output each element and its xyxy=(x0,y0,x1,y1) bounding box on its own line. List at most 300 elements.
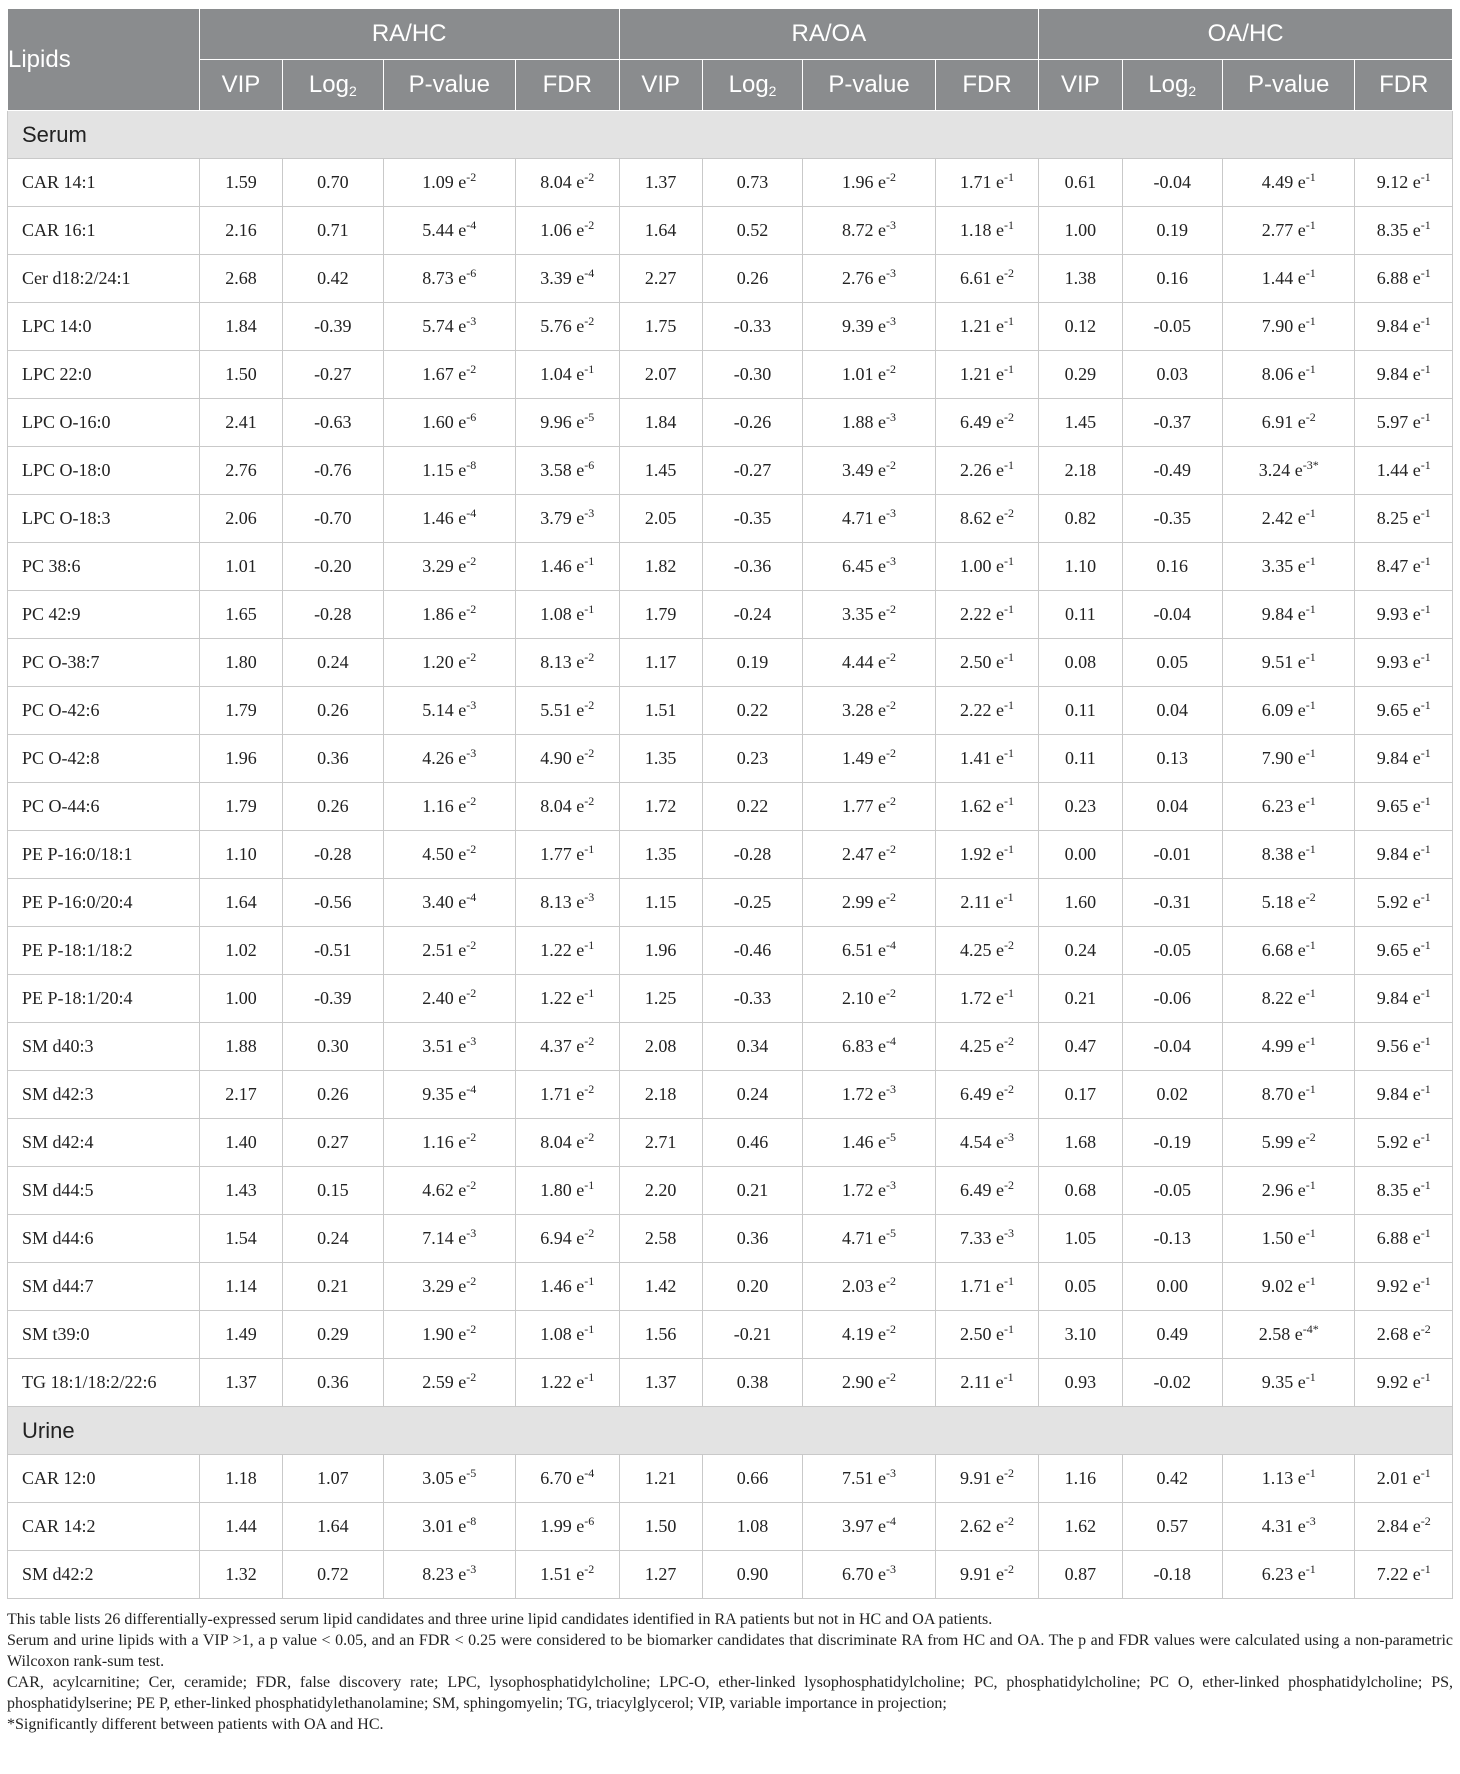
fdr-cell-oa-hc xyxy=(1355,591,1453,639)
fdr-cell-ra-oa xyxy=(935,495,1038,543)
table-body xyxy=(8,111,1453,1599)
vip-cell-oa-hc: 0.21 xyxy=(1039,975,1122,1023)
log2-cell-oa-hc: -0.49 xyxy=(1122,447,1222,495)
value-mantissa: 9.12 e xyxy=(1376,172,1421,192)
value-exponent: -1 xyxy=(1305,1466,1316,1480)
pvalue-cell-ra-oa xyxy=(803,1215,936,1263)
value-mantissa: 9.91 e xyxy=(959,1468,1004,1488)
value-exponent: -1 xyxy=(1420,1466,1431,1480)
pvalue-cell-ra-hc xyxy=(383,399,516,447)
value-mantissa: 4.37 e xyxy=(540,1036,585,1056)
value-exponent: -3 xyxy=(886,1178,897,1192)
log2-cell-oa-hc: -0.05 xyxy=(1122,927,1222,975)
value-exponent: -2 xyxy=(466,602,477,616)
lipid-name-cell: CAR 16:1 xyxy=(8,207,200,255)
log2-cell-ra-hc: 0.36 xyxy=(283,1359,383,1407)
value-exponent: -2 xyxy=(466,650,477,664)
footnote-criteria: Serum and urine lipids with a VIP >1, a p value < 0.05, and an FDR < 0.25 were considered to be biomarker candidates that discriminate RA from HC and OA. The p and FDR values were calculated using a non-parametric Wilcoxon rank-sum test. xyxy=(7,1632,1453,1670)
value-mantissa: 6.68 e xyxy=(1261,940,1306,960)
fdr-cell-oa-hc xyxy=(1355,735,1453,783)
table-row xyxy=(8,879,1453,927)
fdr-cell-ra-oa xyxy=(935,639,1038,687)
log2-cell-oa-hc: 0.16 xyxy=(1122,543,1222,591)
vip-cell-ra-oa: 2.07 xyxy=(619,351,702,399)
value-mantissa: 9.35 e xyxy=(422,1084,467,1104)
fdr-cell-oa-hc xyxy=(1355,351,1453,399)
value-exponent: -1 xyxy=(1003,650,1014,664)
pvalue-cell-ra-oa xyxy=(803,207,936,255)
value-exponent: -2 xyxy=(886,842,897,856)
lipid-table xyxy=(7,8,1453,1599)
value-mantissa: 9.56 e xyxy=(1376,1036,1421,1056)
value-mantissa: 8.72 e xyxy=(842,220,887,240)
pvalue-cell-oa-hc xyxy=(1222,1551,1355,1599)
value-mantissa: 7.22 e xyxy=(1376,1564,1421,1584)
vip-cell-ra-hc: 1.00 xyxy=(199,975,282,1023)
vip-cell-ra-hc: 1.96 xyxy=(199,735,282,783)
value-exponent: -1 xyxy=(584,842,595,856)
value-exponent: -2 xyxy=(1003,1082,1014,1096)
pvalue-cell-ra-hc xyxy=(383,495,516,543)
value-mantissa: 8.47 e xyxy=(1376,556,1421,576)
value-exponent: -4 xyxy=(466,218,477,232)
vip-cell-oa-hc: 1.10 xyxy=(1039,543,1122,591)
log-label: Log xyxy=(308,71,349,98)
fdr-cell-ra-hc xyxy=(516,495,619,543)
value-exponent: -1 xyxy=(1003,746,1014,760)
table-row xyxy=(8,207,1453,255)
pvalue-cell-ra-hc xyxy=(383,159,516,207)
vip-cell-ra-oa: 1.42 xyxy=(619,1263,702,1311)
vip-cell-oa-hc: 0.11 xyxy=(1039,591,1122,639)
value-exponent: -1 xyxy=(584,602,595,616)
pvalue-cell-ra-hc xyxy=(383,1359,516,1407)
lipid-name-cell: PE P-16:0/20:4 xyxy=(8,879,200,927)
vip-cell-ra-hc: 1.79 xyxy=(199,687,282,735)
value-exponent: -1 xyxy=(1420,314,1431,328)
table-row xyxy=(8,783,1453,831)
value-mantissa: 1.49 e xyxy=(842,748,887,768)
table-row xyxy=(8,1023,1453,1071)
pvalue-cell-ra-hc xyxy=(383,1071,516,1119)
log2-cell-ra-oa: 0.24 xyxy=(702,1071,802,1119)
value-exponent: -3 xyxy=(886,266,897,280)
log2-cell-ra-oa: 0.20 xyxy=(702,1263,802,1311)
vip-cell-ra-hc: 2.76 xyxy=(199,447,282,495)
value-mantissa: 1.71 e xyxy=(959,172,1004,192)
log2-cell-ra-hc: 0.26 xyxy=(283,687,383,735)
lipid-name-cell: TG 18:1/18:2/22:6 xyxy=(8,1359,200,1407)
log2-cell-ra-oa: 0.22 xyxy=(702,783,802,831)
pvalue-cell-oa-hc xyxy=(1222,1455,1355,1503)
pvalue-cell-ra-oa xyxy=(803,159,936,207)
vip-cell-ra-hc: 2.06 xyxy=(199,495,282,543)
value-exponent: -2 xyxy=(1003,506,1014,520)
log2-cell-ra-hc: 0.30 xyxy=(283,1023,383,1071)
value-mantissa: 9.96 e xyxy=(540,412,585,432)
value-mantissa: 2.03 e xyxy=(842,1276,887,1296)
vip-cell-oa-hc: 0.00 xyxy=(1039,831,1122,879)
subheader-vip-ra-oa: VIP xyxy=(619,60,702,111)
fdr-cell-oa-hc xyxy=(1355,255,1453,303)
value-mantissa: 5.92 e xyxy=(1376,1132,1421,1152)
value-exponent: -1 xyxy=(1420,218,1431,232)
pvalue-cell-ra-oa xyxy=(803,975,936,1023)
value-mantissa: 2.77 e xyxy=(1261,220,1306,240)
pvalue-cell-oa-hc xyxy=(1222,831,1355,879)
fdr-cell-oa-hc xyxy=(1355,1551,1453,1599)
fdr-cell-ra-oa xyxy=(935,831,1038,879)
value-exponent: -1 xyxy=(1305,1082,1316,1096)
vip-cell-ra-hc: 1.54 xyxy=(199,1215,282,1263)
value-exponent: -2 xyxy=(466,170,477,184)
value-mantissa: 6.51 e xyxy=(842,940,887,960)
vip-cell-ra-hc: 2.17 xyxy=(199,1071,282,1119)
vip-cell-oa-hc: 0.12 xyxy=(1039,303,1122,351)
vip-cell-ra-hc: 2.41 xyxy=(199,399,282,447)
table-row xyxy=(8,1503,1453,1551)
pvalue-cell-ra-hc xyxy=(383,303,516,351)
value-mantissa: 4.25 e xyxy=(959,940,1004,960)
value-exponent: -2 xyxy=(886,890,897,904)
value-exponent: -1 xyxy=(584,362,595,376)
fdr-cell-ra-oa xyxy=(935,399,1038,447)
pvalue-cell-ra-oa xyxy=(803,255,936,303)
value-exponent: -1 xyxy=(1305,938,1316,952)
log2-cell-ra-oa: -0.36 xyxy=(702,543,802,591)
pvalue-cell-ra-oa xyxy=(803,495,936,543)
log2-cell-ra-oa: -0.33 xyxy=(702,975,802,1023)
value-mantissa: 5.92 e xyxy=(1376,892,1421,912)
fdr-cell-ra-hc xyxy=(516,351,619,399)
value-mantissa: 3.24 e xyxy=(1258,460,1303,480)
log2-cell-oa-hc: -0.01 xyxy=(1122,831,1222,879)
lipid-name-cell: PC O-44:6 xyxy=(8,783,200,831)
pvalue-cell-ra-oa xyxy=(803,1503,936,1551)
value-mantissa: 1.20 e xyxy=(422,652,467,672)
value-mantissa: 2.47 e xyxy=(842,844,887,864)
subheader-pvalue-ra-oa: P-value xyxy=(803,60,936,111)
value-mantissa: 1.09 e xyxy=(422,172,467,192)
log2-cell-oa-hc: 0.04 xyxy=(1122,783,1222,831)
log2-cell-ra-hc: 0.36 xyxy=(283,735,383,783)
table-row xyxy=(8,831,1453,879)
value-exponent: -1 xyxy=(1003,890,1014,904)
value-mantissa: 9.92 e xyxy=(1376,1276,1421,1296)
fdr-cell-oa-hc xyxy=(1355,1455,1453,1503)
value-exponent: -3 xyxy=(584,506,595,520)
lipid-name-cell: PC O-42:6 xyxy=(8,687,200,735)
log2-cell-oa-hc: -0.06 xyxy=(1122,975,1222,1023)
value-exponent: -1 xyxy=(1003,458,1014,472)
fdr-cell-ra-hc xyxy=(516,1359,619,1407)
vip-cell-ra-oa: 2.18 xyxy=(619,1071,702,1119)
vip-cell-ra-oa: 1.75 xyxy=(619,303,702,351)
subheader-log2-ra-oa xyxy=(702,60,802,111)
value-mantissa: 2.22 e xyxy=(959,700,1004,720)
fdr-cell-ra-hc xyxy=(516,1455,619,1503)
value-exponent: -2 xyxy=(1003,1178,1014,1192)
log2-cell-oa-hc: 0.00 xyxy=(1122,1263,1222,1311)
vip-cell-oa-hc: 0.93 xyxy=(1039,1359,1122,1407)
vip-cell-oa-hc: 1.60 xyxy=(1039,879,1122,927)
table-row xyxy=(8,975,1453,1023)
log2-cell-ra-hc: 0.71 xyxy=(283,207,383,255)
log2-cell-ra-hc: -0.51 xyxy=(283,927,383,975)
value-mantissa: 3.35 e xyxy=(842,604,887,624)
value-exponent: -1 xyxy=(1420,458,1431,472)
vip-cell-ra-hc: 1.32 xyxy=(199,1551,282,1599)
value-exponent: -1 xyxy=(1305,602,1316,616)
pvalue-cell-ra-hc xyxy=(383,1503,516,1551)
vip-cell-ra-hc: 1.49 xyxy=(199,1311,282,1359)
subheader-vip-oa-hc: VIP xyxy=(1039,60,1122,111)
value-exponent: -2 xyxy=(466,1322,477,1336)
value-mantissa: 5.76 e xyxy=(540,316,585,336)
value-mantissa: 3.79 e xyxy=(540,508,585,528)
vip-cell-ra-oa: 1.84 xyxy=(619,399,702,447)
value-exponent: -2 xyxy=(886,746,897,760)
value-mantissa: 5.18 e xyxy=(1261,892,1306,912)
fdr-cell-oa-hc xyxy=(1355,1503,1453,1551)
log2-cell-oa-hc: 0.19 xyxy=(1122,207,1222,255)
lipid-name-cell: SM d44:6 xyxy=(8,1215,200,1263)
value-exponent: -1 xyxy=(584,938,595,952)
value-exponent: -1 xyxy=(584,554,595,568)
value-mantissa: 4.71 e xyxy=(842,508,887,528)
value-exponent: -1 xyxy=(1420,650,1431,664)
fdr-cell-ra-oa xyxy=(935,447,1038,495)
value-exponent: -1 xyxy=(1003,314,1014,328)
value-mantissa: 9.91 e xyxy=(959,1564,1004,1584)
value-exponent: -2 xyxy=(584,218,595,232)
value-exponent: -1 xyxy=(1003,794,1014,808)
pvalue-cell-ra-oa xyxy=(803,1263,936,1311)
value-exponent: -8 xyxy=(466,1514,477,1528)
value-exponent: -1 xyxy=(1305,1274,1316,1288)
pvalue-cell-ra-hc xyxy=(383,927,516,975)
fdr-cell-ra-hc xyxy=(516,1023,619,1071)
log2-cell-ra-oa: 0.23 xyxy=(702,735,802,783)
log2-cell-ra-oa: 0.19 xyxy=(702,639,802,687)
value-mantissa: 1.88 e xyxy=(842,412,887,432)
lipid-name-cell: PE P-18:1/18:2 xyxy=(8,927,200,975)
value-mantissa: 8.38 e xyxy=(1261,844,1306,864)
pvalue-cell-ra-hc xyxy=(383,1455,516,1503)
pvalue-cell-ra-hc xyxy=(383,831,516,879)
value-exponent: -2 xyxy=(466,842,477,856)
value-mantissa: 1.08 e xyxy=(540,1324,585,1344)
lipid-name-cell: LPC O-18:3 xyxy=(8,495,200,543)
value-exponent: -1 xyxy=(1420,362,1431,376)
vip-cell-ra-hc: 1.37 xyxy=(199,1359,282,1407)
pvalue-cell-ra-hc xyxy=(383,735,516,783)
fdr-cell-oa-hc xyxy=(1355,831,1453,879)
pvalue-cell-oa-hc xyxy=(1222,159,1355,207)
pvalue-cell-oa-hc xyxy=(1222,255,1355,303)
value-exponent: -1 xyxy=(584,1322,595,1336)
value-mantissa: 2.50 e xyxy=(959,652,1004,672)
value-mantissa: 9.84 e xyxy=(1376,988,1421,1008)
fdr-cell-ra-hc xyxy=(516,783,619,831)
table-row xyxy=(8,1551,1453,1599)
fdr-cell-ra-oa xyxy=(935,255,1038,303)
value-exponent: -1 xyxy=(584,1274,595,1288)
value-mantissa: 1.46 e xyxy=(540,556,585,576)
fdr-cell-ra-hc xyxy=(516,1071,619,1119)
value-exponent: -1 xyxy=(1420,1130,1431,1144)
value-mantissa: 7.90 e xyxy=(1261,748,1306,768)
value-exponent: -2 xyxy=(1003,1466,1014,1480)
pvalue-cell-oa-hc xyxy=(1222,1119,1355,1167)
value-mantissa: 2.99 e xyxy=(842,892,887,912)
log2-cell-ra-oa: -0.30 xyxy=(702,351,802,399)
log2-cell-ra-hc: 0.70 xyxy=(283,159,383,207)
vip-cell-ra-hc: 1.18 xyxy=(199,1455,282,1503)
pvalue-cell-oa-hc xyxy=(1222,1503,1355,1551)
value-exponent: -1 xyxy=(1305,986,1316,1000)
value-exponent: -2 xyxy=(466,986,477,1000)
log2-cell-ra-oa: -0.28 xyxy=(702,831,802,879)
vip-cell-ra-oa: 2.58 xyxy=(619,1215,702,1263)
fdr-cell-ra-hc xyxy=(516,543,619,591)
value-exponent: -1 xyxy=(1003,218,1014,232)
pvalue-cell-ra-hc xyxy=(383,591,516,639)
lipid-name-cell: SM d42:2 xyxy=(8,1551,200,1599)
fdr-cell-ra-oa xyxy=(935,303,1038,351)
value-exponent: -3 xyxy=(886,1082,897,1096)
fdr-cell-ra-hc xyxy=(516,735,619,783)
value-mantissa: 1.13 e xyxy=(1261,1468,1306,1488)
log2-cell-ra-oa: 0.73 xyxy=(702,159,802,207)
log2-cell-oa-hc: 0.02 xyxy=(1122,1071,1222,1119)
log2-cell-ra-hc: -0.28 xyxy=(283,591,383,639)
value-mantissa: 1.77 e xyxy=(540,844,585,864)
pvalue-cell-oa-hc xyxy=(1222,447,1355,495)
value-exponent: -2 xyxy=(466,362,477,376)
value-exponent: -2 xyxy=(584,698,595,712)
log-base: 2 xyxy=(768,83,777,99)
vip-cell-ra-oa: 1.51 xyxy=(619,687,702,735)
value-mantissa: 3.29 e xyxy=(422,556,467,576)
log2-cell-ra-hc: 0.24 xyxy=(283,639,383,687)
value-exponent: -2 xyxy=(1420,1322,1431,1336)
value-exponent: -1 xyxy=(1420,938,1431,952)
value-exponent: -2 xyxy=(886,698,897,712)
value-mantissa: 6.88 e xyxy=(1376,268,1421,288)
vip-cell-ra-hc: 1.59 xyxy=(199,159,282,207)
fdr-cell-ra-oa xyxy=(935,1263,1038,1311)
pvalue-cell-ra-oa xyxy=(803,687,936,735)
log2-cell-ra-oa: 1.08 xyxy=(702,1503,802,1551)
subheader-pvalue-oa-hc: P-value xyxy=(1222,60,1355,111)
value-mantissa: 2.11 e xyxy=(960,1372,1004,1392)
vip-cell-oa-hc: 0.82 xyxy=(1039,495,1122,543)
pvalue-cell-ra-oa xyxy=(803,1551,936,1599)
value-exponent: -4 xyxy=(886,938,897,952)
log2-cell-ra-oa: -0.33 xyxy=(702,303,802,351)
vip-cell-ra-hc: 1.88 xyxy=(199,1023,282,1071)
vip-cell-ra-hc: 1.10 xyxy=(199,831,282,879)
table-row xyxy=(8,1359,1453,1407)
value-exponent: -2 xyxy=(1003,410,1014,424)
vip-cell-ra-oa: 1.96 xyxy=(619,927,702,975)
value-mantissa: 8.22 e xyxy=(1261,988,1306,1008)
pvalue-cell-ra-hc xyxy=(383,639,516,687)
pvalue-cell-oa-hc xyxy=(1222,543,1355,591)
lipid-name-cell: LPC O-18:0 xyxy=(8,447,200,495)
value-mantissa: 6.91 e xyxy=(1261,412,1306,432)
lipid-name-cell: CAR 14:2 xyxy=(8,1503,200,1551)
value-mantissa: 9.65 e xyxy=(1376,940,1421,960)
vip-cell-oa-hc: 0.68 xyxy=(1039,1167,1122,1215)
fdr-cell-oa-hc xyxy=(1355,687,1453,735)
value-exponent: -1 xyxy=(1003,170,1014,184)
footnote-significance: *Significantly different between patients with OA and HC. xyxy=(7,1716,384,1733)
fdr-cell-oa-hc xyxy=(1355,1119,1453,1167)
pvalue-cell-ra-hc xyxy=(383,255,516,303)
log2-cell-ra-hc: 0.26 xyxy=(283,1071,383,1119)
lipid-name-cell: PC 42:9 xyxy=(8,591,200,639)
value-mantissa: 1.22 e xyxy=(540,1372,585,1392)
value-mantissa: 9.84 e xyxy=(1376,844,1421,864)
value-exponent: -1 xyxy=(1420,794,1431,808)
table-row xyxy=(8,1263,1453,1311)
vip-cell-ra-oa: 2.27 xyxy=(619,255,702,303)
log2-cell-oa-hc: -0.18 xyxy=(1122,1551,1222,1599)
vip-cell-ra-oa: 1.37 xyxy=(619,159,702,207)
value-mantissa: 1.96 e xyxy=(842,172,887,192)
value-exponent: -1 xyxy=(1420,1562,1431,1576)
value-exponent: -3 xyxy=(466,698,477,712)
value-exponent: -5 xyxy=(584,410,595,424)
vip-cell-ra-oa: 2.05 xyxy=(619,495,702,543)
value-exponent: -1 xyxy=(1305,554,1316,568)
table-row xyxy=(8,495,1453,543)
log2-cell-oa-hc: 0.03 xyxy=(1122,351,1222,399)
value-exponent: -4 xyxy=(886,1034,897,1048)
fdr-cell-ra-hc xyxy=(516,159,619,207)
fdr-cell-oa-hc xyxy=(1355,1263,1453,1311)
fdr-cell-oa-hc xyxy=(1355,639,1453,687)
fdr-cell-ra-oa xyxy=(935,351,1038,399)
value-mantissa: 4.50 e xyxy=(422,844,467,864)
value-exponent: -2 xyxy=(1305,1130,1316,1144)
value-mantissa: 7.90 e xyxy=(1261,316,1306,336)
value-mantissa: 2.96 e xyxy=(1261,1180,1306,1200)
vip-cell-oa-hc: 1.62 xyxy=(1039,1503,1122,1551)
value-exponent: -2 xyxy=(466,1274,477,1288)
value-exponent: -2 xyxy=(886,602,897,616)
vip-cell-ra-oa: 1.17 xyxy=(619,639,702,687)
log2-cell-ra-oa: -0.26 xyxy=(702,399,802,447)
value-exponent: -1 xyxy=(1305,1562,1316,1576)
value-exponent: -1 xyxy=(1305,746,1316,760)
value-mantissa: 8.13 e xyxy=(540,652,585,672)
pvalue-cell-ra-hc xyxy=(383,207,516,255)
lipid-name-cell: SM d42:3 xyxy=(8,1071,200,1119)
value-exponent: -3 xyxy=(886,1466,897,1480)
log2-cell-oa-hc: 0.13 xyxy=(1122,735,1222,783)
value-mantissa: 1.41 e xyxy=(959,748,1004,768)
log2-cell-oa-hc: -0.04 xyxy=(1122,591,1222,639)
value-exponent: -2 xyxy=(886,458,897,472)
value-exponent: -1 xyxy=(1003,602,1014,616)
vip-cell-ra-hc: 2.16 xyxy=(199,207,282,255)
pvalue-cell-ra-hc xyxy=(383,1551,516,1599)
table-row xyxy=(8,255,1453,303)
lipid-name-cell: LPC 22:0 xyxy=(8,351,200,399)
